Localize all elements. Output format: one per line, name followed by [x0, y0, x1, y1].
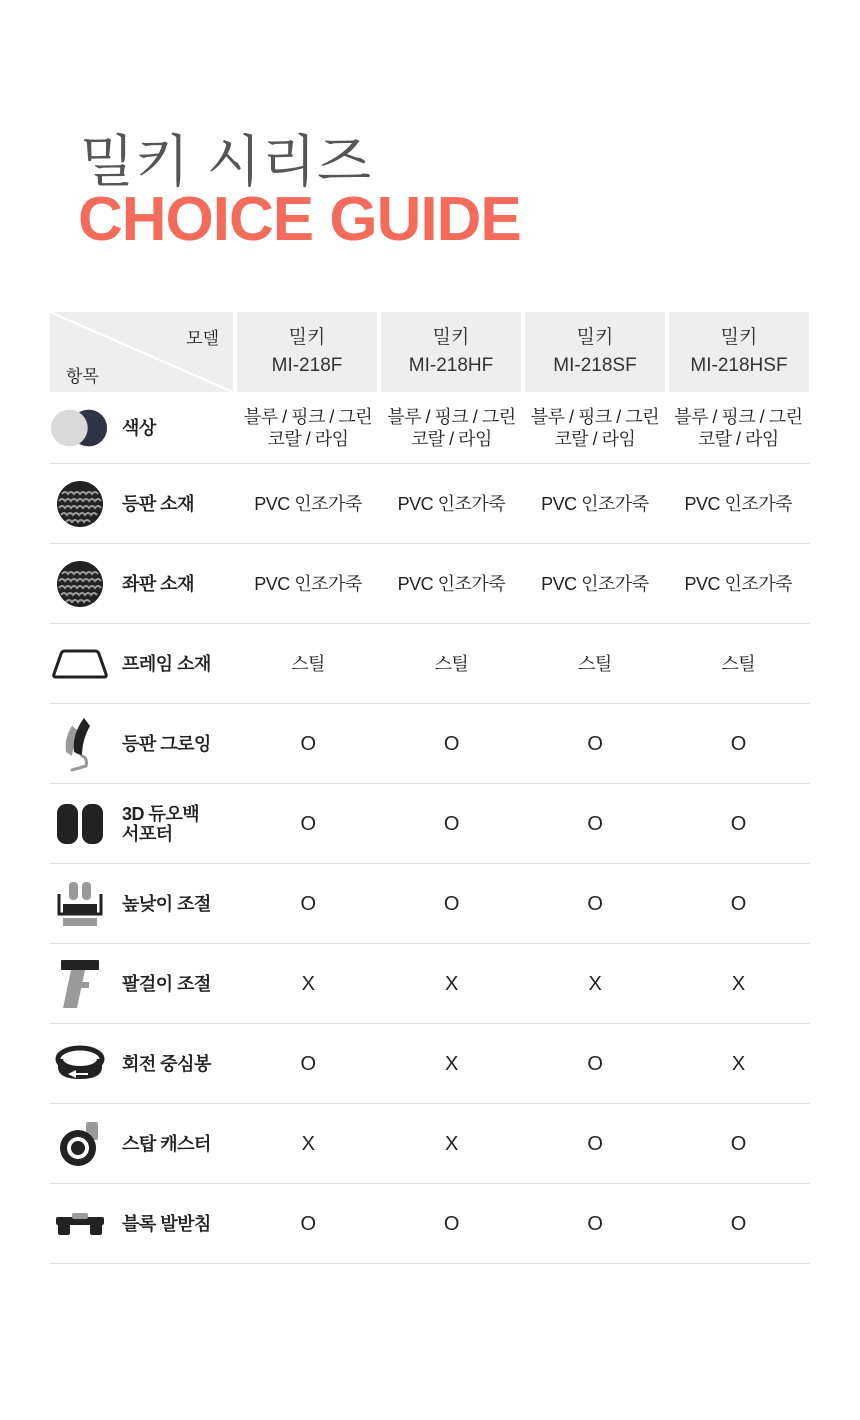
cell-line: 블루 / 핑크 / 그린	[530, 406, 660, 427]
cell-line: 블루 / 핑크 / 그린	[387, 406, 516, 427]
table-cell: 스틸	[721, 653, 756, 674]
row-label: 좌판 소재	[122, 573, 195, 594]
table-cell: 스틸	[434, 653, 469, 674]
table-cell: PVC 인조가죽	[397, 573, 506, 594]
table-row-backrest-material	[50, 464, 810, 544]
table-cell: O	[730, 732, 746, 755]
table-cell	[667, 406, 810, 450]
table-cell: O	[443, 1212, 459, 1235]
row-label-cell	[50, 624, 236, 703]
model-header-mi-218hsf	[669, 312, 809, 392]
model-name: 밀키	[720, 327, 758, 348]
row-label: 스탑 캐스터	[122, 1133, 211, 1154]
table-cell: O	[443, 812, 459, 835]
corner-model-label: 모델	[186, 329, 219, 348]
row-label: 등판 그로잉	[122, 733, 211, 754]
table-cell: O	[443, 892, 459, 915]
table-cell: O	[730, 1212, 746, 1235]
table-cell: O	[587, 812, 603, 835]
table-cell: O	[587, 1052, 603, 1075]
backrest-growing-icon	[50, 714, 110, 774]
table-cell: O	[587, 1132, 603, 1155]
table-row-frame-material	[50, 624, 810, 704]
model-code: MI-218HF	[408, 355, 494, 376]
cell-line: 블루 / 핑크 / 그린	[243, 406, 373, 427]
model-name: 밀키	[576, 327, 614, 348]
model-name: 밀키	[432, 327, 470, 348]
model-name: 밀키	[288, 327, 326, 348]
cell-line: 코랄 / 라임	[554, 428, 636, 449]
corner-item-label: 항목	[66, 367, 99, 386]
row-label: 등판 소재	[122, 493, 195, 514]
model-code: MI-218F	[271, 355, 343, 376]
row-label-cell	[50, 944, 236, 1023]
row-label: 프레임 소재	[122, 653, 211, 674]
table-cell: 스틸	[577, 653, 612, 674]
table-row-rotation-rod	[50, 1024, 810, 1104]
table-cell: O	[730, 812, 746, 835]
cell-line: 코랄 / 라임	[697, 428, 779, 449]
mesh-fabric-icon	[50, 474, 110, 534]
table-row-color	[50, 392, 810, 464]
cell-line: 코랄 / 라임	[410, 428, 492, 449]
model-header-mi-218sf	[525, 312, 665, 392]
color-swatch-icon	[50, 398, 110, 458]
table-row-duo-back	[50, 784, 810, 864]
table-cell: X	[445, 1132, 458, 1155]
height-adjust-icon	[50, 874, 110, 934]
table-cell: O	[300, 812, 316, 835]
page-title-korean: 밀키 시리즈	[80, 130, 373, 193]
table-corner-cell	[50, 312, 233, 392]
table-cell: PVC 인조가죽	[684, 493, 793, 514]
table-cell: PVC 인조가죽	[254, 493, 362, 514]
table-row-block-footrest	[50, 1184, 810, 1264]
table-cell: PVC 인조가죽	[541, 493, 649, 514]
model-header-mi-218f	[237, 312, 377, 392]
table-cell	[523, 406, 666, 450]
table-row-height-adjust	[50, 864, 810, 944]
table-cell: O	[587, 892, 603, 915]
row-label-cell	[50, 784, 236, 863]
table-cell: O	[443, 732, 459, 755]
table-cell: PVC 인조가죽	[684, 573, 793, 594]
page-title-english: CHOICE GUIDE	[78, 185, 521, 254]
armrest-icon	[50, 954, 110, 1014]
model-header-mi-218hf	[381, 312, 521, 392]
row-label	[122, 804, 199, 844]
row-label: 색상	[122, 417, 156, 438]
row-label: 회전 중심봉	[122, 1053, 211, 1074]
row-label-cell	[50, 864, 236, 943]
table-row-stop-caster	[50, 1104, 810, 1184]
footrest-icon	[50, 1194, 110, 1254]
table-row-seat-material	[50, 544, 810, 624]
model-code: MI-218HSF	[690, 355, 788, 376]
table-cell	[236, 406, 379, 450]
rotation-icon	[50, 1034, 110, 1094]
table-cell: O	[300, 892, 316, 915]
table-cell: O	[587, 1212, 603, 1235]
row-label-cell	[50, 704, 236, 783]
table-cell: O	[300, 1212, 316, 1235]
table-cell: X	[588, 972, 602, 995]
row-label: 블록 발받침	[122, 1213, 211, 1234]
table-row-backrest-growing	[50, 704, 810, 784]
row-label-cell	[50, 1184, 236, 1263]
table-cell	[380, 406, 523, 450]
table-header-row	[50, 312, 810, 392]
table-cell: X	[445, 1052, 458, 1075]
row-label-cell	[50, 1024, 236, 1103]
table-cell: PVC 인조가죽	[541, 573, 649, 594]
cell-line: 블루 / 핑크 / 그린	[674, 406, 803, 427]
row-label-cell	[50, 392, 236, 463]
cell-line: 코랄 / 라임	[267, 428, 349, 449]
table-cell: X	[445, 972, 458, 995]
table-cell: O	[300, 1052, 316, 1075]
table-cell: O	[587, 732, 603, 755]
table-cell: X	[301, 1132, 315, 1155]
comparison-table	[50, 312, 810, 1264]
row-label-line2: 서포터	[122, 823, 173, 844]
duo-back-icon	[50, 794, 110, 854]
table-cell: 스틸	[291, 653, 325, 674]
frame-icon	[50, 634, 110, 694]
row-label-cell	[50, 1104, 236, 1183]
model-code: MI-218SF	[553, 355, 637, 376]
table-cell: PVC 인조가죽	[397, 493, 506, 514]
table-cell: PVC 인조가죽	[254, 573, 362, 594]
table-cell: X	[731, 972, 745, 995]
mesh-fabric-icon	[50, 554, 110, 614]
table-cell: O	[730, 892, 746, 915]
table-cell: O	[730, 1132, 746, 1155]
row-label-cell	[50, 544, 236, 623]
caster-icon	[50, 1114, 110, 1174]
row-label: 높낮이 조절	[122, 893, 211, 914]
table-cell: O	[300, 732, 316, 755]
table-cell: X	[731, 1052, 745, 1075]
row-label-line1: 3D 듀오백	[122, 803, 200, 824]
table-row-armrest-adjust	[50, 944, 810, 1024]
table-cell: X	[301, 972, 315, 995]
row-label-cell	[50, 464, 236, 543]
row-label: 팔걸이 조절	[122, 973, 211, 994]
